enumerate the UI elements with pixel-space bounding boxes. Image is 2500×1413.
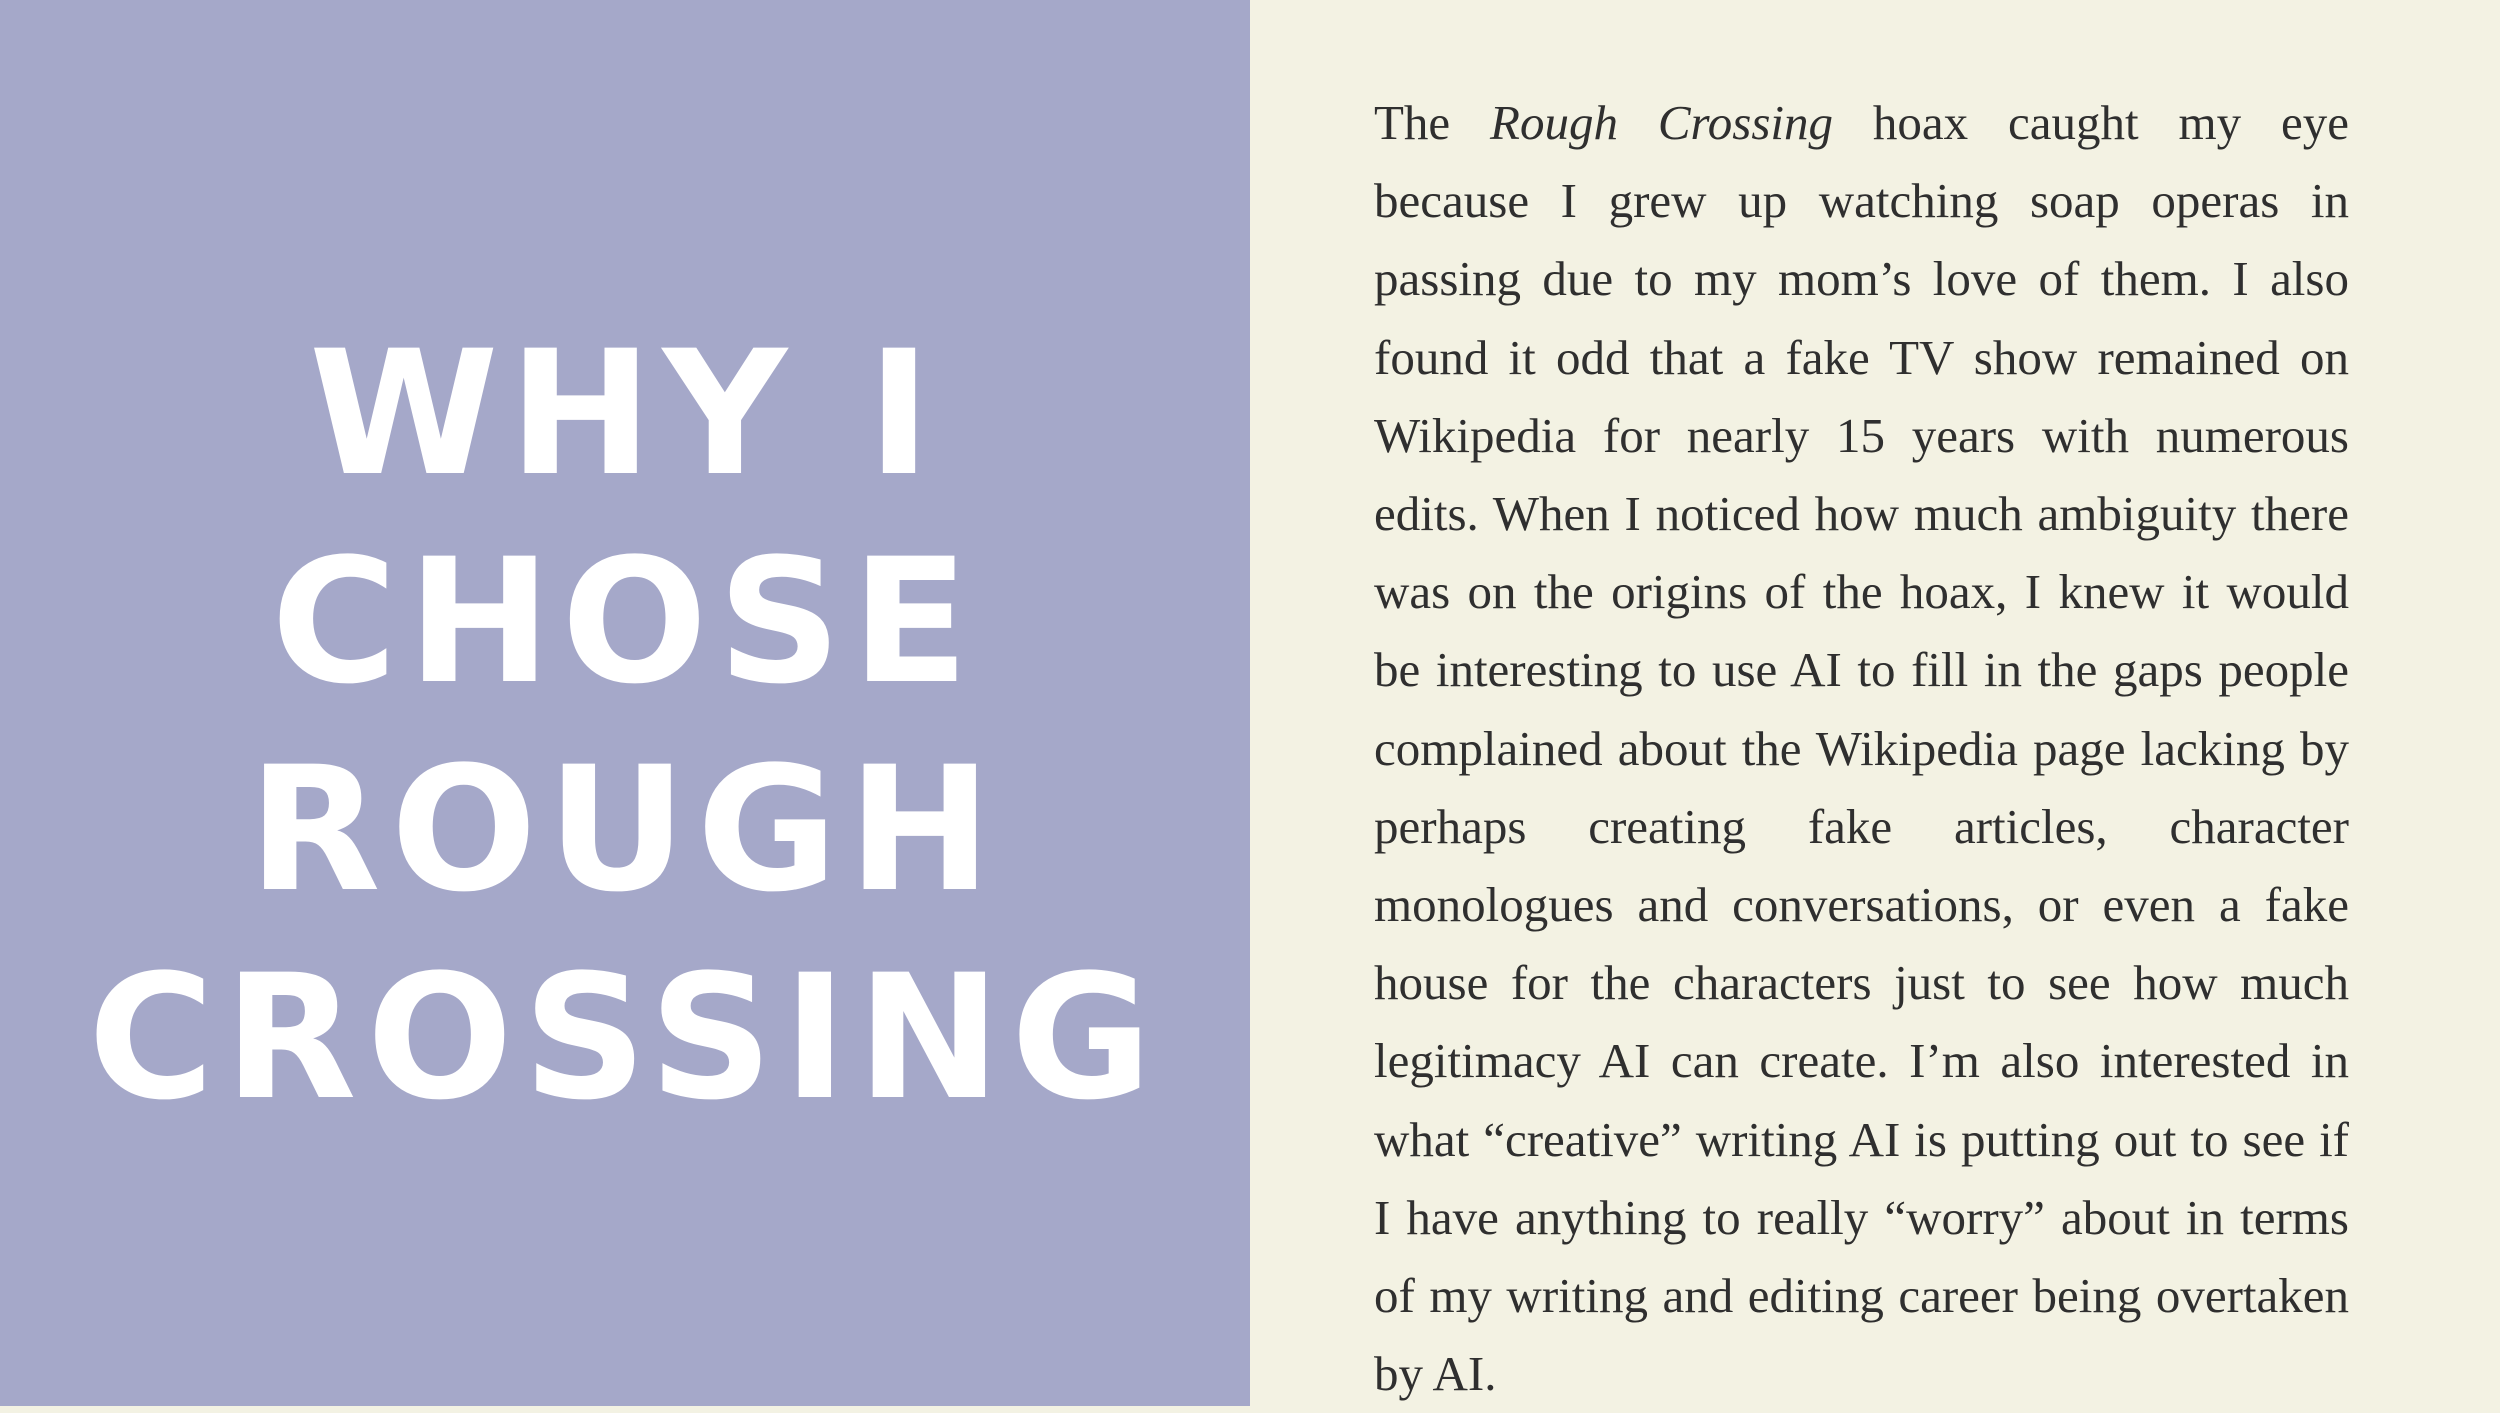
title-line-1: WHY I [308, 313, 942, 514]
title-line-3: ROUGH [248, 729, 1002, 930]
body-intro: The [1374, 95, 1491, 150]
slide-title [0, 310, 1250, 1142]
title-line-4: CROSSING [87, 937, 1163, 1138]
body-italic-title: Rough Crossing [1490, 95, 1834, 150]
title-panel [0, 0, 1250, 1406]
body-main-text: hoax caught my eye because I grew up watching soap operas in passing due to my mom’s love of them. I also found it odd that a fake TV show remained on Wikipedia for nearly 15 years with numerous edits. When I noticed how much ambiguity there was on the origins of the hoax, I knew it would be interesting to use AI to fill in the gaps people complained about the Wikipedia page lacking by perhaps creating fake articles, character monologues and conversations, or even a fake house for the characters just to see how much legitimacy AI can create. I’m also interested in what “creative” writing AI is putting out to see if I have anything to really “worry” about in terms of my writing and editing career being overtaken by AI. [1374, 95, 2349, 1402]
text-panel [1250, 0, 2500, 1406]
title-line-2: CHOSE [271, 521, 979, 722]
body-paragraph [1374, 84, 2349, 1413]
